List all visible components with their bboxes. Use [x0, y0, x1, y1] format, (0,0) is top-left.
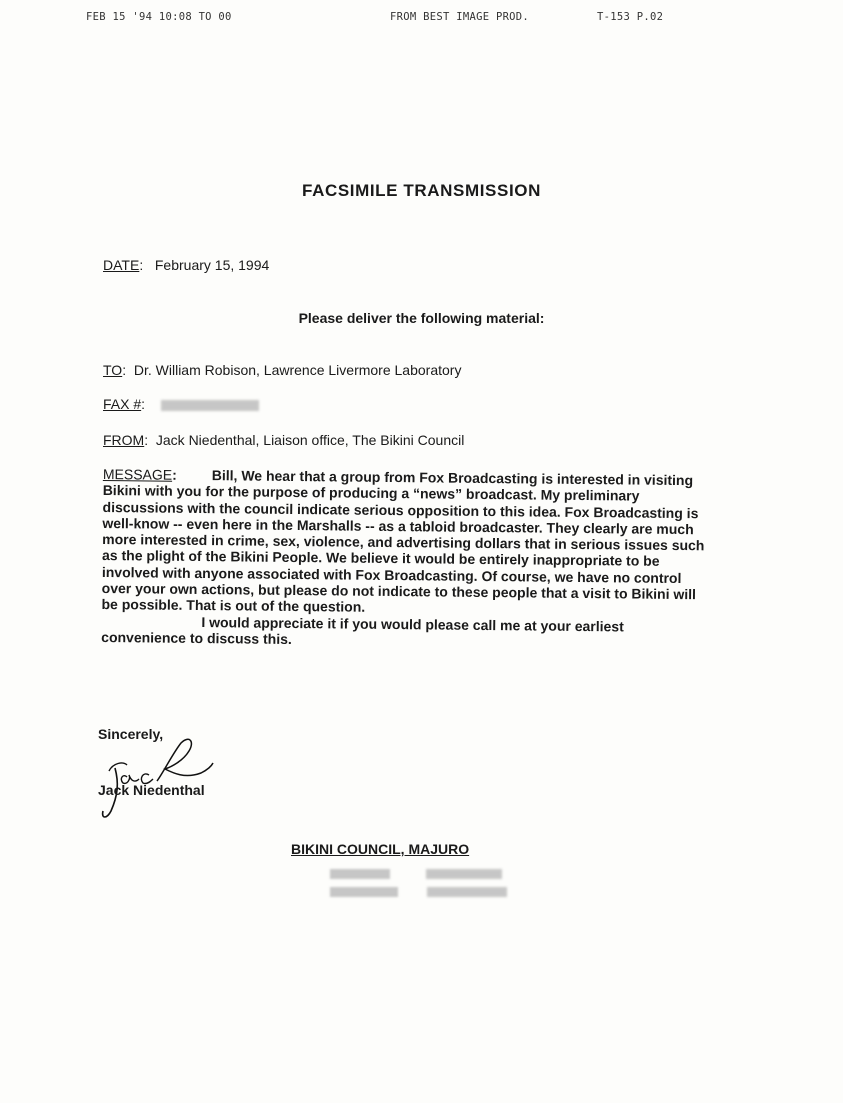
message-paragraph-1: MESSAGE: Bill, We hear that a group from Fox Broadcasting is interested in visiting Bikini with you for the purpose of producing a “news” broadcast. My preliminary discussions with the council indicate serious opposition to this idea. Fox Broadcasting is well-know -- even here in the Marshalls -- as a tabloid broadcaster. They clearly are much more interested in crime, sex, violence, and advertising dollars that in serious issues such as the plight of the Bikini People. We believe it would be entirely inappropriate to be involved with anyone associated with Fox Broadcasting. Of course, we have no control over your own actions, but please do not indicate to these people that a visit to Bikini will be possible. That is out of the question. — [101, 466, 705, 616]
council-phone-label-redacted — [330, 887, 398, 897]
handwritten-signature — [93, 733, 218, 823]
council-phone-row — [330, 884, 507, 898]
message-text-1: Bill, We hear that a group from Fox Broadcasting is interested in visiting Bikini with you for the purpose of producing a “news” broadcast. My preliminary discussions with the council indicate serious opposition to this idea. Fox Broadcasting is well-know -- even here in the Marshalls -- as a tabloid broadcaster. They clearly are much more interested in crime, sex, violence, and advertising dollars that in serious issues such as the plight of the Bikini People. We believe it would be entirely inappropriate to be involved with anyone associated with Fox Broadcasting. Of course, we have no control over your own actions, but please do not indicate to these people that a visit to Bikini will be possible. That is out of the question. — [101, 467, 705, 616]
council-block — [291, 841, 469, 857]
signer-name: Jack Niedenthal — [98, 782, 205, 798]
council-fax-row — [330, 866, 502, 880]
date-line: DATE: February 15, 1994 — [103, 257, 270, 273]
fax-header-timestamp: FEB 15 '94 10:08 TO 00 — [86, 11, 232, 23]
from-line: FROM: Jack Niedenthal, Liaison office, The Bikini Council — [103, 432, 465, 448]
fax-number-redacted — [161, 400, 259, 411]
to-label: TO — [103, 362, 123, 378]
fax-label: FAX # — [103, 396, 142, 412]
date-value: February 15, 1994 — [154, 257, 270, 273]
council-phone-redacted — [427, 887, 507, 897]
council-name: BIKINI COUNCIL, MAJURO — [291, 841, 470, 857]
message-paragraph-2: I would appreciate it if you would please call me at your earliest convenience to discuss this. — [101, 613, 624, 647]
to-value: Dr. William Robison, Lawrence Livermore Laboratory — [133, 362, 462, 378]
closing: Sincerely, — [98, 726, 164, 742]
fax-header-page: T-153 P.02 — [597, 11, 664, 23]
document-title: FACSIMILE TRANSMISSION — [302, 181, 541, 200]
date-label: DATE — [103, 257, 140, 273]
council-fax-redacted — [426, 869, 502, 879]
message-label: MESSAGE — [102, 466, 173, 483]
message-block — [101, 466, 708, 652]
to-line: TO: Dr. William Robison, Lawrence Livermore Laboratory — [103, 362, 462, 378]
fax-line: FAX #: — [103, 396, 259, 412]
deliver-note: Please deliver the following material: — [298, 310, 545, 326]
from-value: Jack Niedenthal, Liaison office, The Bikini Council — [155, 432, 465, 448]
from-label: FROM — [103, 432, 145, 448]
fax-header-sender: FROM BEST IMAGE PROD. — [390, 11, 530, 23]
council-fax-label-redacted — [330, 869, 390, 879]
